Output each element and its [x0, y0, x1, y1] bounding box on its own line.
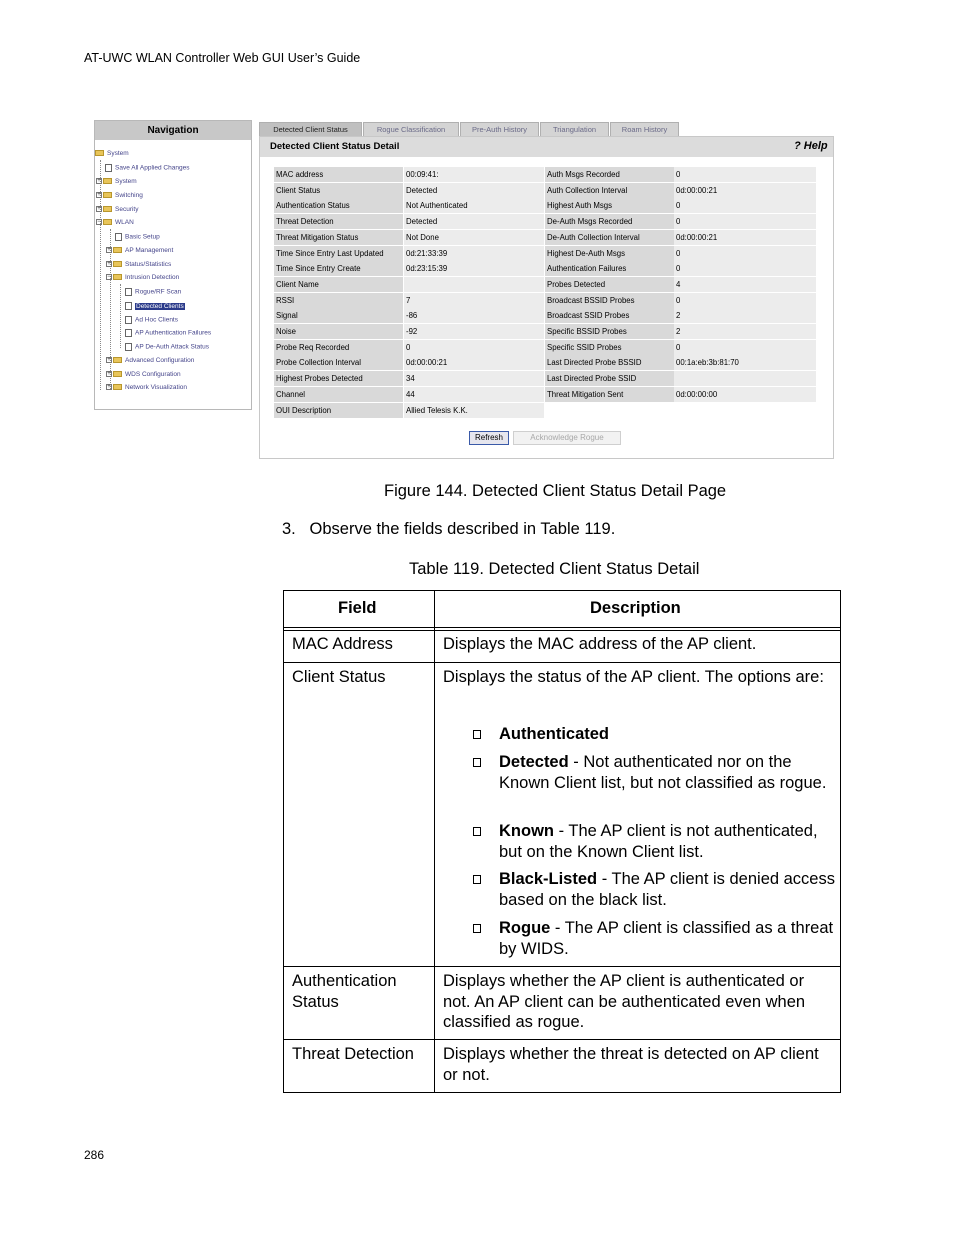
option-authenticated: Authenticated	[499, 725, 610, 743]
right-field-value: 0	[674, 214, 816, 229]
row-rule	[283, 966, 841, 967]
right-field-value: 2	[674, 308, 816, 323]
right-field-label: Broadcast BSSID Probes	[545, 293, 674, 308]
checkbox-bullet-icon	[473, 924, 481, 933]
folder-icon	[113, 261, 122, 267]
left-field-value: 0d:00:00:21	[404, 355, 544, 370]
row-desc-client-status: Displays the status of the AP client. The options are:	[443, 668, 824, 686]
right-field-value: 0	[674, 261, 816, 276]
right-field-value: 0	[674, 293, 816, 308]
left-field-value: -86	[404, 308, 544, 323]
step-text: Observe the fields described in Table 119.	[309, 520, 616, 538]
checkbox-bullet-icon	[473, 730, 481, 739]
row-desc-authentication-status: Displays whether the AP client is authenticated or not. An AP client can be authenticated even when classified as rogue.	[443, 972, 806, 1031]
help-link[interactable]: ? Help	[794, 140, 828, 152]
left-field-label: MAC address	[274, 167, 403, 182]
right-field-value: 0	[674, 246, 816, 261]
folder-icon	[103, 206, 112, 212]
right-field-value: 2	[674, 324, 816, 339]
right-field-value: 0d:00:00:21	[674, 230, 816, 245]
row-rule	[283, 662, 841, 663]
page-icon	[105, 164, 112, 172]
folder-icon	[103, 178, 112, 184]
row-desc-mac-address: Displays the MAC address of the AP client.	[443, 635, 757, 653]
left-field-value: 34	[404, 371, 544, 386]
tab-roam-history[interactable]: Roam History	[610, 122, 679, 136]
header-description: Description	[590, 599, 681, 617]
row-rule	[283, 1039, 841, 1040]
right-field-label: Threat Mitigation Sent	[545, 387, 674, 402]
column-divider	[434, 590, 435, 1093]
left-field-label: Signal	[274, 308, 403, 323]
nav-intrusion-detection[interactable]: − Intrusion Detection	[107, 274, 180, 281]
option-black-listed: Black-Listed - The AP client is denied access based on the black list.	[499, 870, 835, 909]
navigation-title: Navigation	[95, 121, 251, 140]
expand-icon[interactable]: +	[107, 371, 111, 378]
header-field: Field	[338, 599, 377, 617]
left-field-label: Threat Mitigation Status	[274, 230, 403, 245]
right-field-label: De-Auth Collection Interval	[545, 230, 674, 245]
left-field-label: Highest Probes Detected	[274, 371, 403, 386]
right-field-label: Highest Auth Msgs	[545, 198, 674, 213]
right-field-value: 0	[674, 167, 816, 182]
expand-icon[interactable]: +	[107, 357, 111, 364]
right-field-value: 0	[674, 340, 816, 355]
left-field-value: 00:09:41:	[404, 167, 544, 182]
left-field-label: Client Name	[274, 277, 403, 292]
left-field-value: Detected	[404, 183, 544, 198]
left-field-value	[404, 277, 544, 292]
header-rule	[283, 630, 841, 631]
folder-icon	[113, 371, 122, 377]
page-icon	[125, 302, 132, 310]
option-rogue: Rogue - The AP client is classified as a threat by WIDS.	[499, 919, 834, 958]
expand-icon[interactable]: +	[97, 206, 101, 213]
checkbox-bullet-icon	[473, 875, 481, 884]
page-icon	[125, 316, 132, 324]
left-field-label: Channel	[274, 387, 403, 402]
right-field-label: Highest De-Auth Msgs	[545, 246, 674, 261]
expand-icon[interactable]: +	[97, 192, 101, 199]
collapse-icon[interactable]: −	[97, 219, 101, 226]
left-field-label: OUI Description	[274, 403, 403, 418]
right-field-value: 0d:00:00:00	[674, 387, 816, 402]
step-number: 3.	[282, 520, 296, 538]
left-field-label: Noise	[274, 324, 403, 339]
right-field-label: Specific BSSID Probes	[545, 324, 674, 339]
nav-wlan[interactable]: − WLAN	[97, 219, 134, 226]
left-field-value: 0	[404, 340, 544, 355]
row-field-authentication-status: Authentication Status	[292, 972, 397, 1011]
tab-detected-client-status[interactable]: Detected Client Status	[259, 122, 362, 136]
refresh-button[interactable]: Refresh	[469, 431, 509, 445]
nav-ap-management[interactable]: + AP Management	[107, 247, 174, 254]
left-field-label: Threat Detection	[274, 214, 403, 229]
left-field-value: 44	[404, 387, 544, 402]
left-field-value: Detected	[404, 214, 544, 229]
left-field-value: 7	[404, 293, 544, 308]
left-field-value: Not Done	[404, 230, 544, 245]
figure-caption: Figure 144. Detected Client Status Detail Page	[384, 482, 727, 500]
row-field-mac-address: MAC Address	[292, 635, 393, 653]
nav-rogue-rf-scan[interactable]: Rogue/RF Scan	[125, 288, 181, 297]
row-desc-threat-detection: Displays whether the threat is detected on AP client or not.	[443, 1045, 819, 1084]
left-field-label: Client Status	[274, 183, 403, 198]
checkbox-bullet-icon	[473, 827, 481, 836]
page-icon	[115, 233, 122, 241]
right-field-label: Probes Detected	[545, 277, 674, 292]
expand-icon[interactable]: +	[107, 384, 111, 391]
nav-detected-clients[interactable]: Detected Clients	[125, 302, 185, 311]
left-field-label: Probe Collection Interval	[274, 355, 403, 370]
nav-status-statistics[interactable]: + Status/Statistics	[107, 261, 172, 268]
nav-save-all-applied-changes[interactable]: Save All Applied Changes	[105, 164, 189, 173]
right-field-label: Specific SSID Probes	[545, 340, 674, 355]
detail-title: Detected Client Status Detail	[270, 141, 400, 152]
option-detected: Detected - Not authenticated nor on the Known Client list, but not classified as rogue.	[499, 753, 827, 792]
nav-network-visualization[interactable]: + Network Visualization	[107, 384, 188, 391]
right-field-label: Last Directed Probe SSID	[545, 371, 674, 386]
left-field-label: Probe Req Recorded	[274, 340, 403, 355]
right-field-value: 0	[674, 198, 816, 213]
nav-basic-setup[interactable]: Basic Setup	[115, 233, 160, 242]
left-field-value: 0d:23:15:39	[404, 261, 544, 276]
row-field-client-status: Client Status	[292, 668, 386, 686]
collapse-icon[interactable]: −	[107, 274, 111, 281]
table-caption: Table 119. Detected Client Status Detail	[409, 560, 700, 578]
right-field-label: Auth Collection Interval	[545, 183, 674, 198]
nav-ap-authentication-failures[interactable]: AP Authentication Failures	[125, 329, 211, 338]
folder-icon	[103, 192, 112, 198]
nav-switching[interactable]: + Switching	[97, 192, 143, 199]
left-field-value: 0d:21:33:39	[404, 246, 544, 261]
right-field-value	[674, 371, 816, 386]
right-field-value: 4	[674, 277, 816, 292]
right-field-label: Authentication Failures	[545, 261, 674, 276]
nav-system[interactable]: + System	[97, 178, 137, 185]
nav-ad-hoc-clients[interactable]: Ad Hoc Clients	[125, 316, 178, 325]
left-field-label: RSSI	[274, 293, 403, 308]
acknowledge-rogue-button[interactable]: Acknowledge Rogue	[513, 431, 621, 445]
nav-security[interactable]: + Security	[97, 206, 139, 213]
left-field-value: Allied Telesis K.K.	[404, 403, 544, 418]
folder-icon	[113, 274, 122, 280]
right-field-value: 0d:00:00:21	[674, 183, 816, 198]
right-field-label: Auth Msgs Recorded	[545, 167, 674, 182]
page-number: 286	[84, 1148, 105, 1162]
left-field-label: Time Since Entry Create	[274, 261, 403, 276]
expand-icon[interactable]: +	[97, 178, 101, 185]
right-field-value: 00:1a:eb:3b:81:70	[674, 355, 816, 370]
nav-advanced-configuration[interactable]: + Advanced Configuration	[107, 357, 195, 364]
option-known: Known - The AP client is not authenticated, but on the Known Client list.	[499, 822, 818, 861]
folder-icon	[113, 384, 122, 390]
nav-system-root[interactable]: System	[95, 150, 129, 158]
expand-icon[interactable]: +	[107, 247, 111, 254]
page-icon	[125, 329, 132, 337]
folder-icon	[113, 247, 122, 253]
nav-wds-configuration[interactable]: + WDS Configuration	[107, 371, 181, 378]
folder-icon	[103, 219, 112, 225]
step-instruction	[282, 520, 615, 539]
left-field-value: Not Authenticated	[404, 198, 544, 213]
left-field-label: Authentication Status	[274, 198, 403, 213]
page-icon	[125, 288, 132, 296]
folder-icon	[95, 150, 104, 156]
page-icon	[125, 343, 132, 351]
left-field-value: -92	[404, 324, 544, 339]
left-field-label: Time Since Entry Last Updated	[274, 246, 403, 261]
checkbox-bullet-icon	[473, 758, 481, 767]
running-header: AT-UWC WLAN Controller Web GUI User’s Guide	[84, 51, 361, 65]
row-field-threat-detection: Threat Detection	[292, 1045, 414, 1063]
header-rule	[283, 627, 841, 628]
folder-icon	[113, 357, 122, 363]
right-field-label: De-Auth Msgs Recorded	[545, 214, 674, 229]
right-field-label: Broadcast SSID Probes	[545, 308, 674, 323]
right-field-label: Last Directed Probe BSSID	[545, 355, 674, 370]
tab-pre-auth-history[interactable]: Pre-Auth History	[460, 122, 539, 136]
tab-triangulation[interactable]: Triangulation	[540, 122, 609, 136]
tab-rogue-classification[interactable]: Rogue Classification	[363, 122, 459, 136]
expand-icon[interactable]: +	[107, 261, 111, 268]
nav-ap-de-auth-attack-status[interactable]: AP De-Auth Attack Status	[125, 343, 209, 352]
